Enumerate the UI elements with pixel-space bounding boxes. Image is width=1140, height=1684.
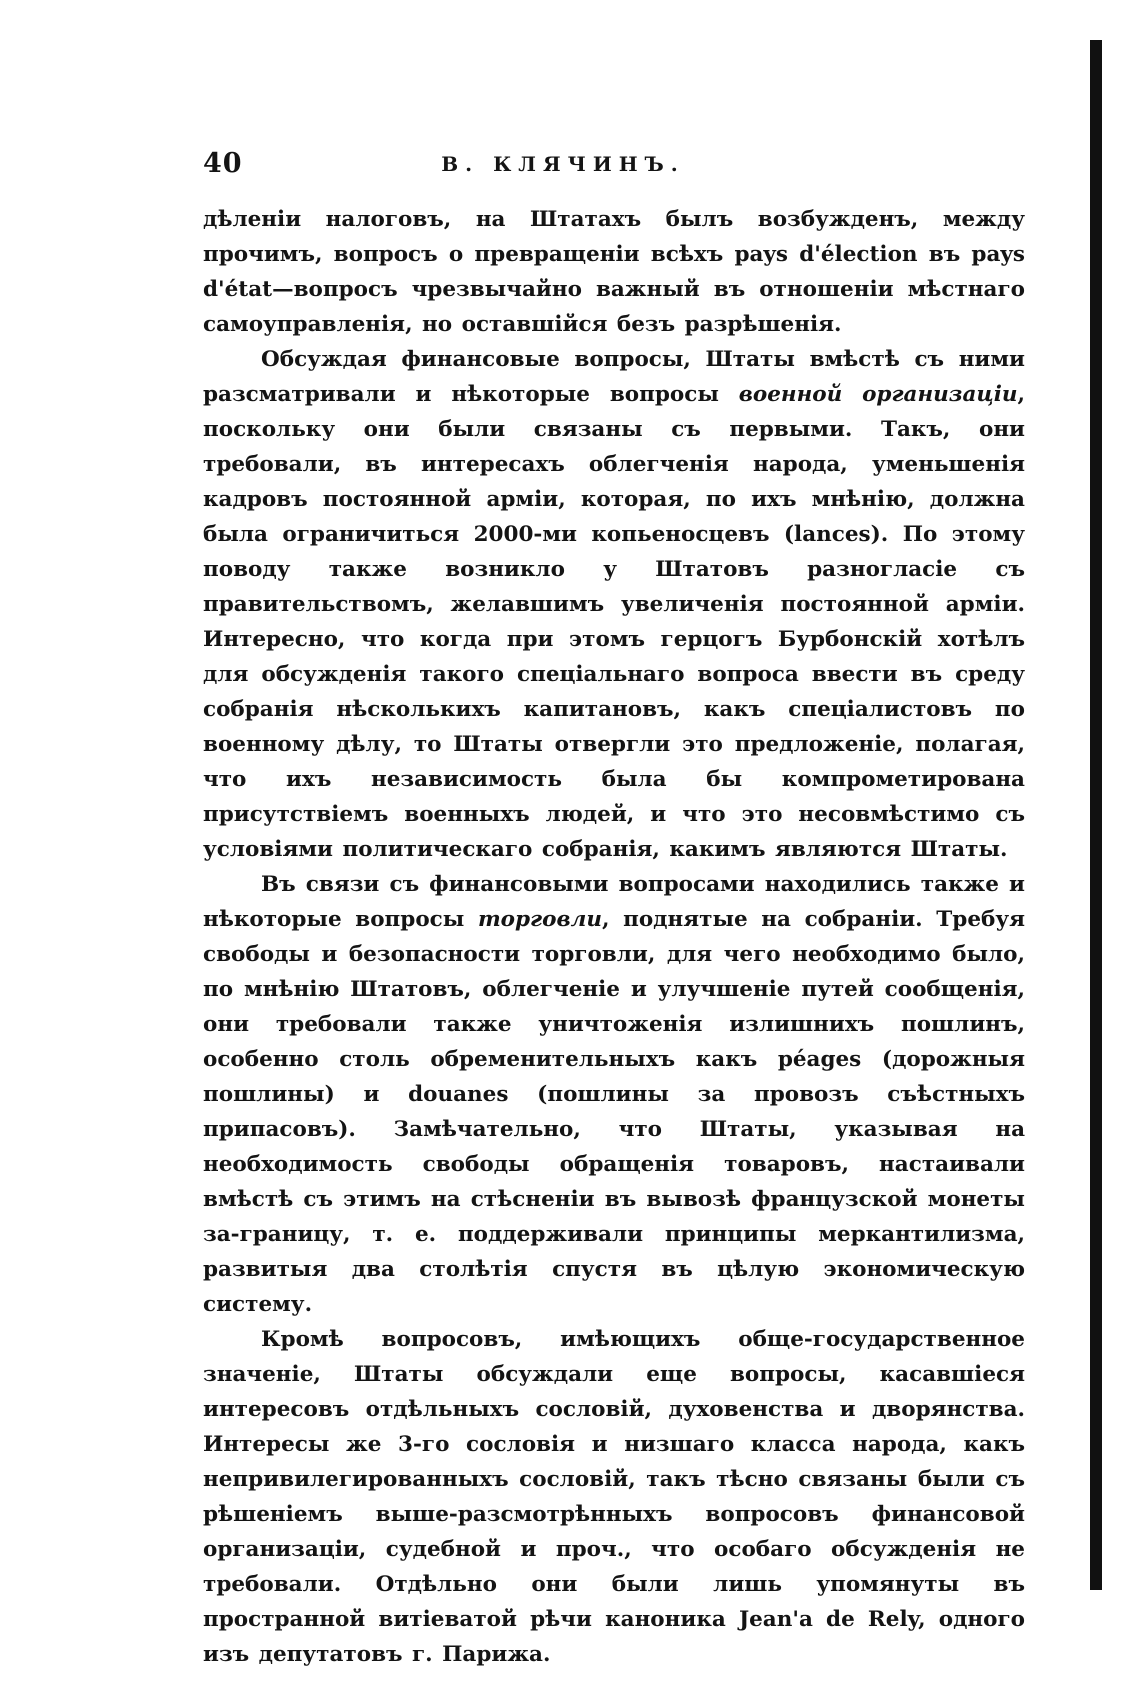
italic-term-trade: торговли	[477, 907, 602, 932]
page-number: 40	[203, 148, 243, 179]
text-segment: Кромѣ вопросовъ, имѣющихъ обще-государственное значеніе, Штаты обсуждали еще вопросы, касавшіеся интересовъ отдѣльныхъ сословій, духовенства и дворянства. Интересы же 3-го сословія и низшаго класса народа, какъ непривилегированныхъ сословій, такъ тѣсно связаны были съ рѣшеніемъ выше-разсмотрѣнныхъ вопросовъ финансовой организаціи, судебной и проч., что особаго обсужденія не требовали. Отдѣльно они были лишь упомянуты въ пространной витіеватой рѣчи каноника Jean'a de Rely, одного изъ депутатовъ г. Парижа.	[203, 1327, 1025, 1667]
paragraph-4	[203, 1322, 1025, 1672]
text-segment: Въ связи съ финансовыми вопросами находились также и нѣкоторые вопросы	[203, 872, 1025, 932]
text-segment: Обсуждая финансовые вопросы, Штаты вмѣстѣ съ ними разсматривали и нѣкоторые вопросы	[203, 347, 1025, 407]
page-header	[203, 148, 1025, 188]
body-text	[203, 202, 1025, 1672]
paragraph-1	[203, 202, 1025, 342]
italic-term-military-organization: военной организаціи	[738, 382, 1018, 407]
scan-edge-border	[1090, 40, 1102, 1590]
text-segment: , поскольку они были связаны съ первыми. Такъ, они требовали, въ интересахъ облегченія народа, уменьшенія кадровъ постоянной арміи, которая, по ихъ мнѣнію, должна была ограничиться 2000-ми копьеносцевъ (lances). По этому поводу также возникло у Штатовъ разногласіе съ правительствомъ, желавшимъ увеличенія постоянной арміи. Интересно, что когда при этомъ герцогъ Бурбонскій хотѣлъ для обсужденія такого спеціальнаго вопроса ввести въ среду собранія нѣсколькихъ капитановъ, какъ спеціалистовъ по военному дѣлу, то Штаты отвергли это предложеніе, полагая, что ихъ независимость была бы компрометирована присутствіемъ военныхъ людей, и что это несовмѣстимо съ условіями политическаго собранія, какимъ являются Штаты.	[203, 382, 1025, 862]
paragraph-2	[203, 342, 1025, 867]
paragraph-3	[203, 867, 1025, 1322]
running-title: В. КЛЯЧИНЪ.	[441, 152, 685, 176]
text-segment: , поднятые на собраніи. Требуя свободы и безопасности торговли, для чего необходимо было, по мнѣнію Штатовъ, облегченіе и улучшеніе путей сообщенія, они требовали также уничтоженія излишнихъ пошлинъ, особенно столь обременительныхъ какъ péages (дорожныя пошлины) и douanes (пошлины за провозъ съѣстныхъ припасовъ). Замѣчательно, что Штаты, указывая на необходимость свободы обращенія товаровъ, настаивали вмѣстѣ съ этимъ на стѣсненіи въ вывозѣ французской монеты за-границу, т. е. поддерживали принципы меркантилизма, развитыя два столѣтія спустя въ цѣлую экономическую систему.	[203, 907, 1025, 1317]
text-segment: дѣленіи налоговъ, на Штатахъ былъ возбужденъ, между прочимъ, вопросъ о превращеніи всѣхъ pays d'élection въ pays d'état—вопросъ чрезвычайно важный въ отношеніи мѣстнаго самоуправленія, но оставшійся безъ разрѣшенія.	[203, 207, 1025, 337]
